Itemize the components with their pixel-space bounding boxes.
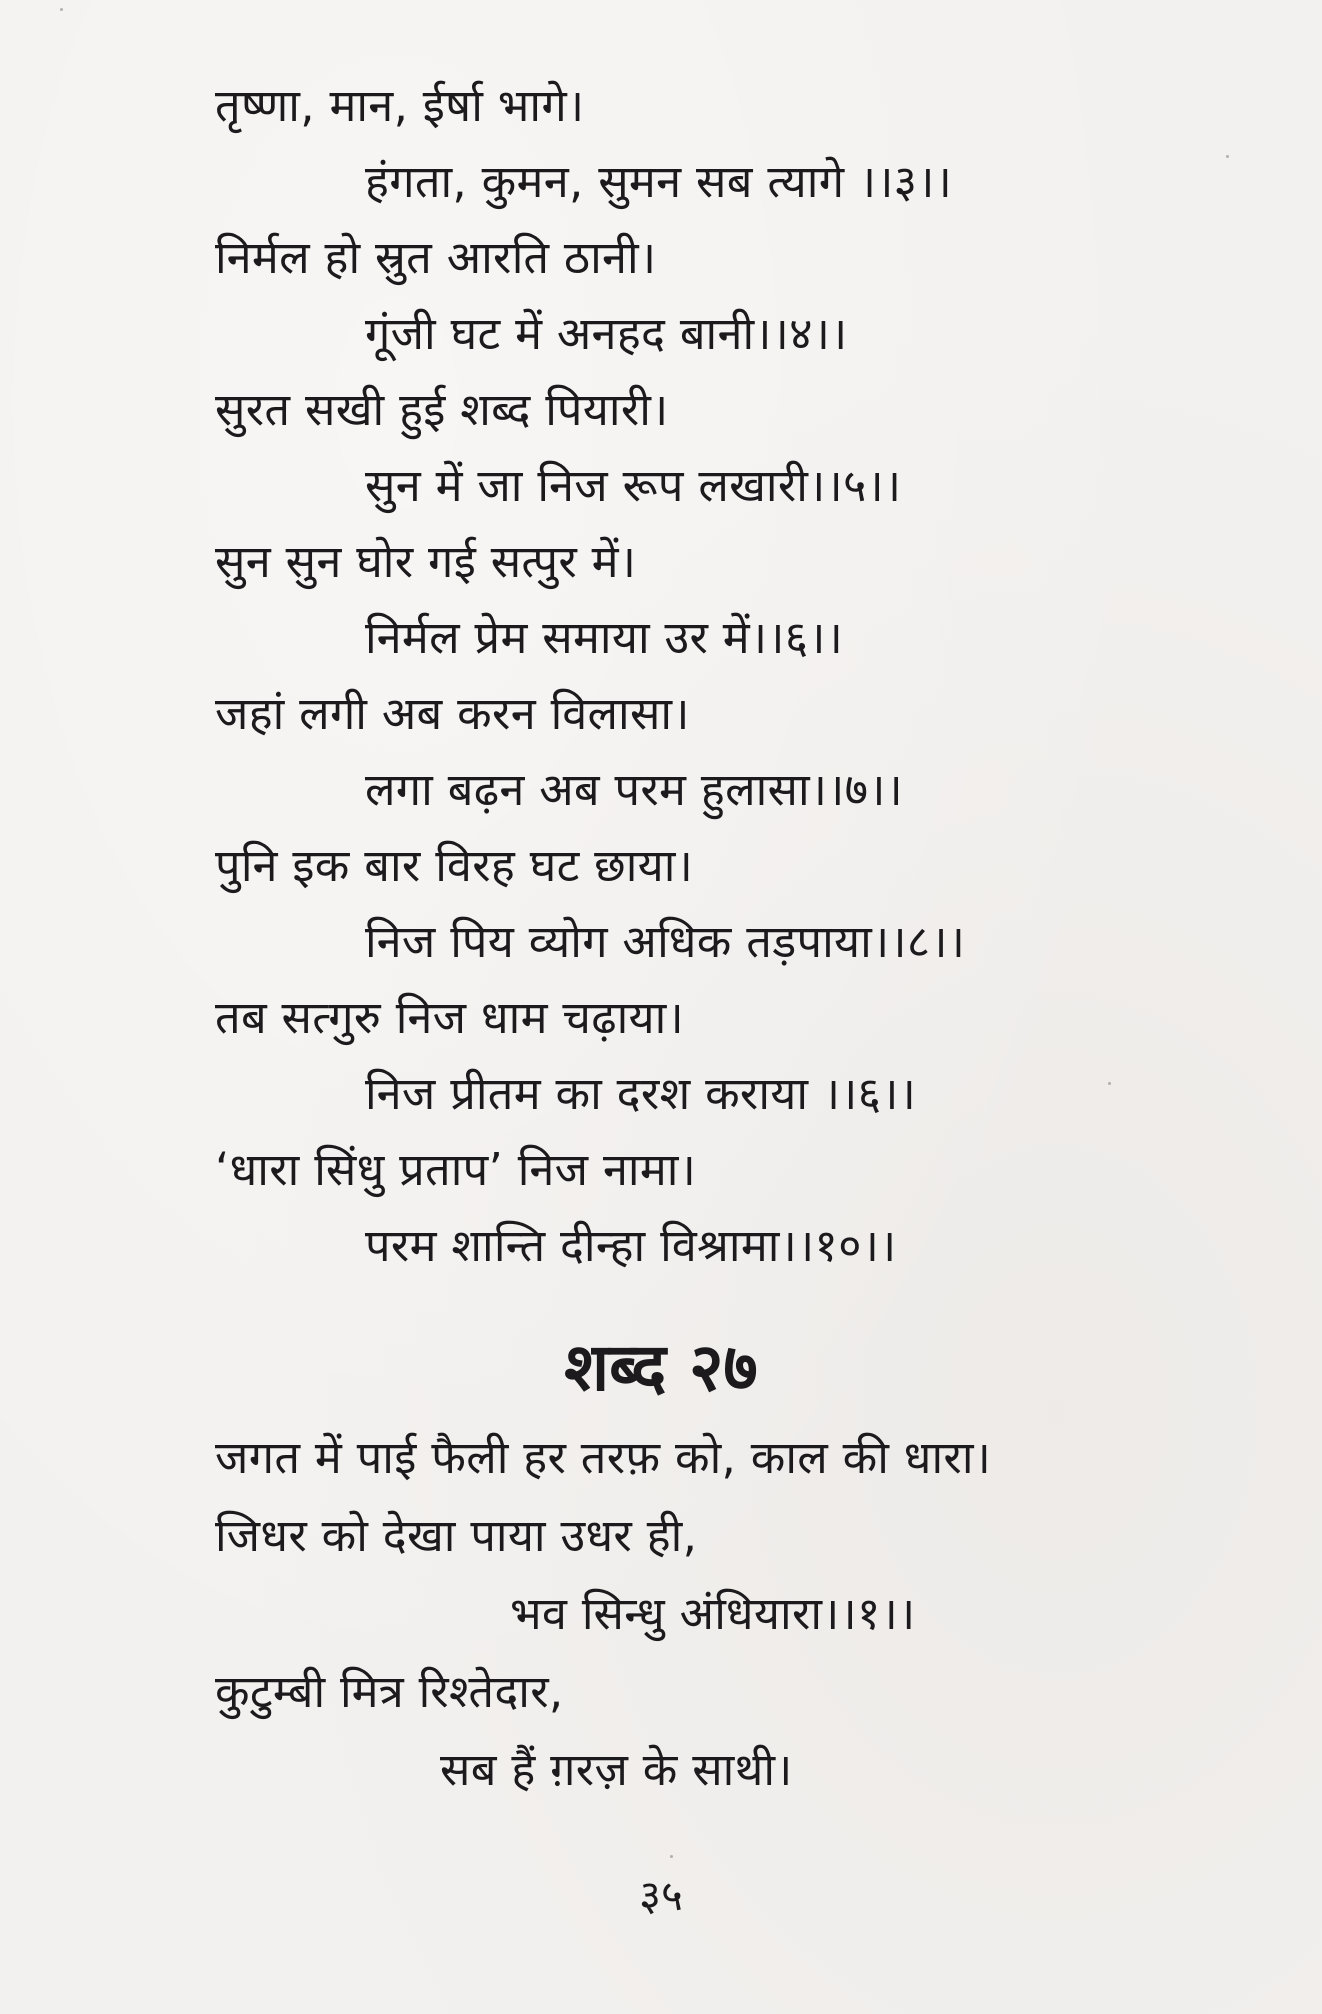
verse-line: सुरत सखी हुई शब्द पियारी। <box>215 383 669 436</box>
verse-line: सुन में जा निज रूप लखारी।।५।। <box>365 459 902 512</box>
verse-line: तृष्णा, मान, ईर्षा भागे। <box>215 79 585 132</box>
verse-line: कुटुम्बी मित्र रिश्तेदार, <box>215 1665 564 1718</box>
verse-line: जिधर को देखा पाया उधर ही, <box>215 1509 698 1562</box>
verse-line: निर्मल हो स्रुत आरति ठानी। <box>215 231 657 284</box>
verse-line: जहां लगी अब करन विलासा। <box>215 687 690 740</box>
verse-line: भव सिन्धु अंधियारा।।१।। <box>510 1587 916 1640</box>
verse-line: गूंजी घट में अनहद बानी।।४।। <box>365 307 848 360</box>
verse-line: लगा बढ़न अब परम हुलासा।।७।। <box>365 763 904 816</box>
section-heading: शब्द २७ <box>564 1329 758 1406</box>
verse-line: जगत में पाई फैली हर तरफ़ को, काल की धारा। <box>215 1431 992 1484</box>
print-speck <box>1108 1082 1111 1085</box>
verse-line: हंगता, कुमन, सुमन सब त्यागे ।।३।। <box>365 155 953 208</box>
verse-line: ‘धारा सिंधु प्रताप’ निज नामा। <box>215 1143 697 1196</box>
verse-line: सब हैं ग़रज़ के साथी। <box>440 1743 793 1796</box>
page-number: ३५ <box>639 1871 683 1920</box>
verse-line: निर्मल प्रेम समाया उर में।।६।। <box>365 611 844 664</box>
print-speck <box>1226 155 1229 158</box>
verse-line: पुनि इक बार विरह घट छाया। <box>215 839 694 892</box>
verse-line: परम शान्ति दीन्हा विश्रामा।।१०।। <box>365 1219 897 1272</box>
verse-line: सुन सुन घोर गई सत्पुर में। <box>215 535 637 588</box>
verse-line: निज प्रीतम का दरश कराया ।।६।। <box>365 1067 917 1120</box>
verse-line: निज पिय व्योग अधिक तड़पाया।।८।। <box>365 915 966 968</box>
print-speck <box>670 1855 673 1858</box>
verse-line: तब सत्गुरु निज धाम चढ़ाया। <box>215 991 684 1044</box>
print-speck <box>60 8 63 11</box>
